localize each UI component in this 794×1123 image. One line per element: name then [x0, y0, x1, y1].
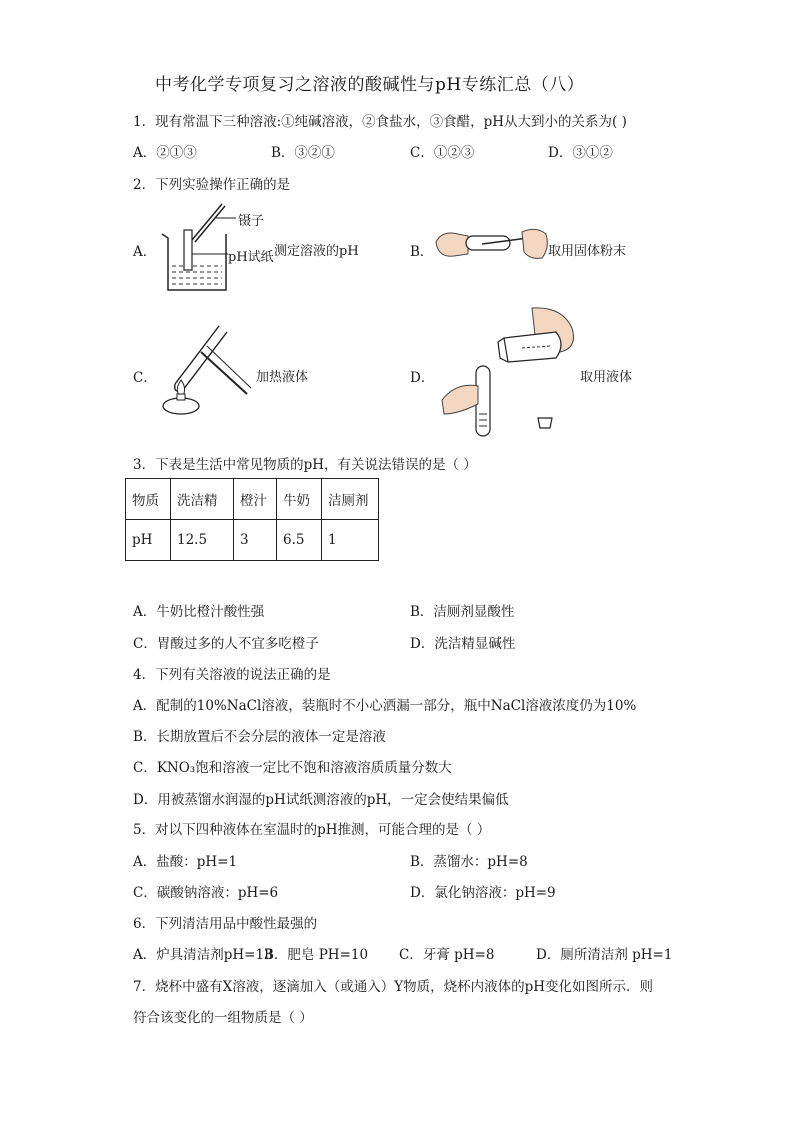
question-6-stem: 6．下列清洁用品中酸性最强的: [133, 916, 318, 932]
q1-option-c: C．①②③: [410, 145, 475, 161]
table-cell: 12.5: [171, 520, 234, 561]
table-cell: pH: [126, 520, 171, 561]
q6-option-b: B．肥皂 PH=10: [264, 947, 369, 963]
q5-option-a: A．盐酸：pH=1: [133, 854, 238, 870]
question-7-stem-line-1: 7．烧杯中盛有X溶液，逐滴加入（或通入）Y物质，烧杯内液体的pH变化如图所示．则: [133, 979, 654, 995]
table-cell: 6.5: [277, 520, 322, 561]
question-2-stem: 2．下列实验操作正确的是: [133, 177, 291, 193]
page-title: 中考化学专项复习之溶液的酸碱性与pH专练汇总（八）: [155, 75, 585, 95]
q3-option-a: A．牛奶比橙汁酸性强: [133, 604, 265, 620]
pouring-liquid-figure: [432, 304, 582, 444]
q2-option-d-caption: 取用液体: [580, 370, 633, 385]
q4-option-c: C．KNO₃饱和溶液一定比不饱和溶液溶质质量分数大: [133, 760, 452, 776]
table-header-cell: 物质: [126, 479, 171, 520]
label-ph-paper: pH试纸: [228, 250, 274, 265]
q3-option-b: B．洁厕剂显酸性: [410, 604, 515, 620]
powder-test-tube-figure: [432, 222, 552, 272]
question-5-stem: 5．对以下四种液体在室温时的pH推测，可能合理的是（ ）: [133, 822, 491, 838]
q4-option-b: B．长期放置后不会分层的液体一定是溶液: [133, 729, 386, 745]
table-row: [126, 479, 379, 520]
table-header-cell: 洁厕剂: [322, 479, 379, 520]
question-1-stem: 1．现有常温下三种溶液:①纯碱溶液，②食盐水，③食醋，pH从大到小的关系为( ): [133, 114, 627, 130]
label-tweezers: 镊子: [238, 214, 265, 229]
q6-option-d: D．厕所清洁剂 pH=1: [536, 947, 673, 963]
q6-option-a: A．炉具清洁剂pH=13: [133, 947, 273, 963]
heating-liquid-figure: [155, 318, 255, 418]
q3-option-c: C．胃酸过多的人不宜多吃橙子: [133, 636, 319, 652]
q5-option-b: B．蒸馏水：pH=8: [410, 854, 528, 870]
q6-option-c: C．牙膏 pH=8: [399, 947, 495, 963]
q1-option-a: A．②①③: [133, 145, 197, 161]
table-header-cell: 牛奶: [277, 479, 322, 520]
q2-option-b-letter: B．: [410, 244, 434, 260]
q4-option-d: D．用被蒸馏水润湿的pH试纸测溶液的pH，一定会使结果偏低: [133, 792, 509, 808]
q1-option-d: D．③①②: [548, 145, 613, 161]
q2-option-a-caption: 测定溶液的pH: [274, 244, 359, 259]
q3-option-d: D．洗洁精显碱性: [410, 636, 516, 652]
table-header-cell: 橙汁: [234, 479, 277, 520]
ph-table: [125, 478, 379, 561]
q2-option-d-letter: D．: [410, 370, 435, 386]
q2-option-c-caption: 加热液体: [256, 370, 309, 385]
table-header-cell: 洗洁精: [171, 479, 234, 520]
table-cell: 1: [322, 520, 379, 561]
q2-option-a-letter: A．: [133, 244, 157, 260]
q5-option-c: C．碳酸钠溶液：pH=6: [133, 885, 279, 901]
table-row: [126, 520, 379, 561]
question-7-stem-line-2: 符合该变化的一组物质是（ ）: [133, 1010, 313, 1026]
q5-option-d: D．氯化钠溶液：pH=9: [410, 885, 556, 901]
q4-option-a: A．配制的10%NaCl溶液，装瓶时不小心洒漏一部分，瓶中NaCl溶液浓度仍为10%: [133, 698, 637, 714]
q2-option-b-caption: 取用固体粉末: [548, 244, 627, 259]
question-4-stem: 4．下列有关溶液的说法正确的是: [133, 667, 331, 683]
q2-option-c-letter: C．: [133, 370, 157, 386]
q1-option-b: B．③②①: [271, 145, 335, 161]
table-cell: 3: [234, 520, 277, 561]
question-3-stem: 3．下表是生活中常见物质的pH，有关说法错误的是（ ）: [133, 457, 477, 473]
